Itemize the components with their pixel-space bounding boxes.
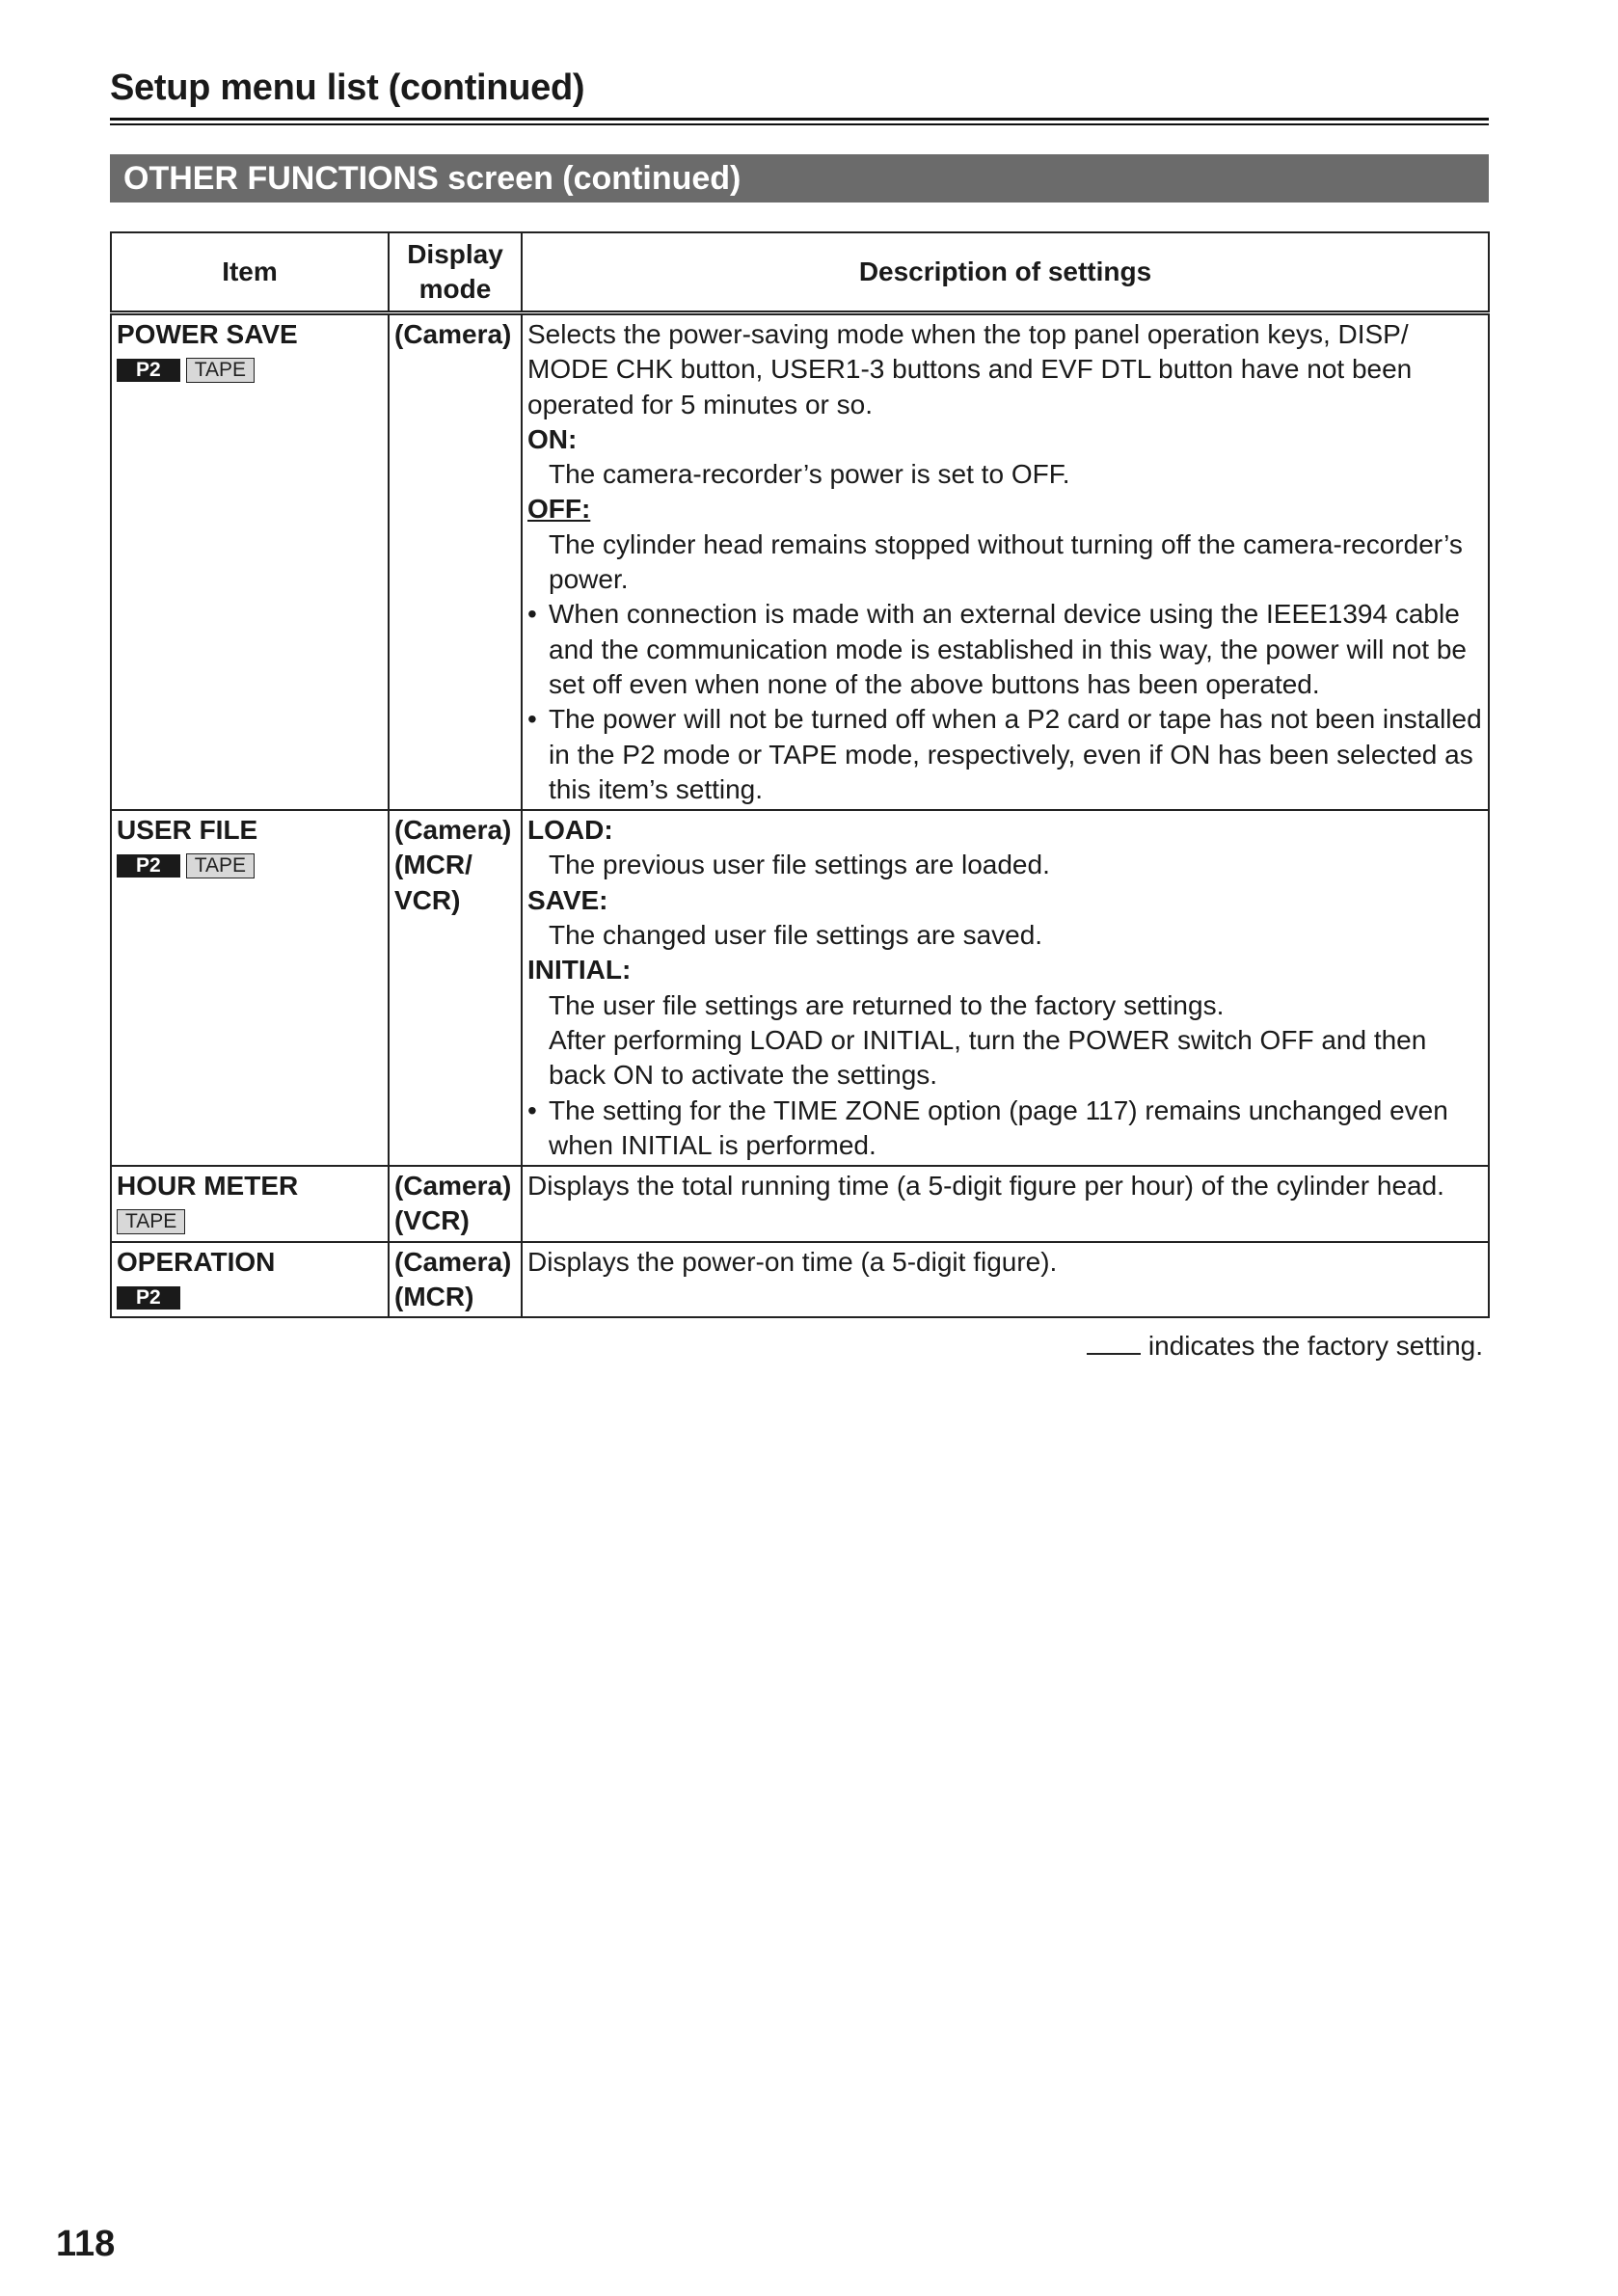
p2-badge: P2: [117, 359, 180, 382]
option-label: ON:: [527, 423, 578, 454]
mode-badges: [117, 848, 383, 880]
header-item: Item: [111, 232, 389, 313]
table-row-user-file: [111, 810, 1489, 1166]
description-text: Displays the total running time (a 5-digit figure per hour) of the cylinder head.: [527, 1171, 1444, 1202]
description-cell: [522, 313, 1489, 811]
option-text: The camera-recorder’s power is set to OFF.: [549, 459, 1070, 490]
tape-badge: TAPE: [117, 1209, 185, 1234]
option-text: The user file settings are returned to the factory settings.: [549, 989, 1225, 1020]
tape-badge: TAPE: [186, 853, 255, 878]
item-cell: [111, 313, 389, 811]
table-row-power-save: [111, 313, 1489, 811]
footnote-text: indicates the factory setting.: [1147, 1331, 1483, 1361]
display-mode-cell: (Camera) (MCR/ VCR): [389, 810, 522, 1166]
p2-badge: P2: [117, 1286, 180, 1310]
p2-badge: P2: [117, 854, 180, 878]
item-cell: [111, 1166, 389, 1242]
mode-badges: [117, 352, 383, 385]
display-mode-cell: (Camera): [389, 313, 522, 811]
settings-table: [110, 231, 1490, 1318]
note-bullet: • The setting for the TIME ZONE option (page 117) remains unchanged even when INITIAL is performed.: [527, 1094, 1483, 1164]
page-number: 118: [56, 2224, 116, 2264]
table-row-hour-meter: [111, 1166, 1489, 1242]
display-mode-cell: (Camera) (MCR): [389, 1242, 522, 1318]
note-bullet: • When connection is made with an external device using the IEEE1394 cable and the communication mode is established in this way, the power will not be set off even when none of the above buttons has been operated.: [527, 597, 1483, 702]
header-description: Description of settings: [522, 232, 1489, 313]
item-name: OPERATION: [117, 1246, 276, 1277]
description-cell: [522, 810, 1489, 1166]
tape-badge: TAPE: [186, 358, 255, 383]
section-heading: OTHER FUNCTIONS screen (continued): [110, 154, 1489, 203]
option-text: The cylinder head remains stopped without turning off the camera-recorder’s power.: [549, 528, 1463, 595]
mode-badges: [117, 1280, 383, 1312]
title-rule-thin: [110, 123, 1489, 125]
description-text: Displays the power-on time (a 5-digit figure).: [527, 1246, 1058, 1277]
header-display-mode: Display mode: [389, 232, 522, 313]
option-text: After performing LOAD or INITIAL, turn the POWER switch OFF and then back ON to activate the settings.: [549, 1024, 1427, 1091]
option-label: LOAD:: [527, 815, 613, 846]
option-label: SAVE:: [527, 884, 608, 915]
description-cell: [522, 1242, 1489, 1318]
underline-sample: [1087, 1332, 1141, 1355]
item-cell: [111, 1242, 389, 1318]
item-cell: [111, 810, 389, 1166]
table-header-row: [111, 232, 1489, 313]
note-bullet: • The power will not be turned off when a P2 card or tape has not been installed in the P2 mode or TAPE mode, respectively, even if ON has been selected as this item’s setting.: [527, 702, 1483, 807]
description-cell: [522, 1166, 1489, 1242]
item-name: USER FILE: [117, 815, 258, 846]
description-intro: Selects the power-saving mode when the top panel operation keys, DISP/ MODE CHK button, USER1-3 buttons and EVF DTL button have not been operated for 5 minutes or so.: [527, 319, 1413, 419]
table-row-operation: [111, 1242, 1489, 1318]
mode-badges: [117, 1203, 383, 1236]
item-name: POWER SAVE: [117, 319, 298, 349]
factory-setting-footnote: [1087, 1331, 1483, 1362]
option-label: INITIAL:: [527, 955, 632, 986]
display-mode-cell: (Camera) (VCR): [389, 1166, 522, 1242]
option-text: The changed user file settings are saved.: [549, 920, 1043, 951]
item-name: HOUR METER: [117, 1171, 299, 1202]
option-text: The previous user file settings are loaded.: [549, 850, 1050, 880]
title-rule: [110, 118, 1489, 121]
option-label-factory-default: OFF:: [527, 494, 591, 525]
page-title: Setup menu list (continued): [110, 68, 585, 108]
